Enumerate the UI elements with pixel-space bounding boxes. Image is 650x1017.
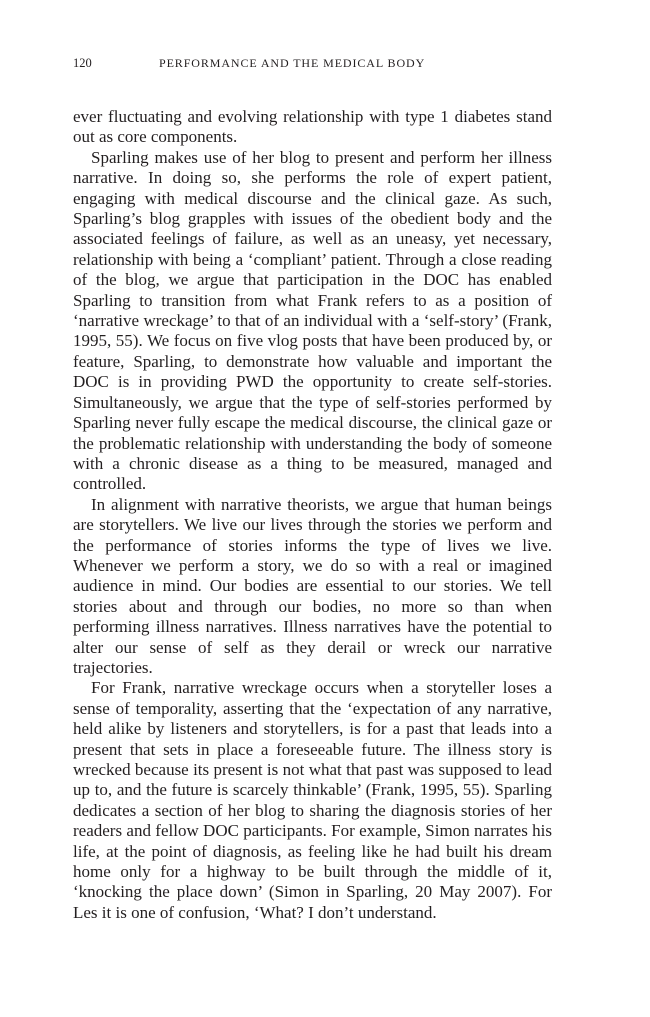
running-head [73,55,552,71]
paragraph: For Frank, narrative wreckage occurs when a storyteller loses a sense of temporality, asserting that the ‘expectation of any narrative, held alike by listeners and storytellers, is for a past that leads into a present that sets in place a foreseeable future. The illness story is wrecked because its present is not what that past was supposed to lead up to, and the future is scarcely thinkable’ (Frank, 1995, 55). Sparling dedicates a section of her blog to sharing the diagnosis stories of her readers and fellow DOC participants. For example, Simon narrates his life, at the point of diagnosis, as feeling like he had built his dream home only for a highway to be built through the middle of it, ‘knocking the place down’ (Simon in Sparling, 20 May 2007). For Les it is one of confusion, ‘What? I don’t understand. [73,678,552,922]
running-title: PERFORMANCE AND THE MEDICAL BODY [159,56,426,70]
paragraph: Sparling makes use of her blog to present and perform her illness narrative. In doing so, she performs the role of expert patient, engaging with medical discourse and the clinical gaze. As such, Sparling’s blog grapples with issues of the obedient body and the associated feelings of failure, as well as an uneasy, yet necessary, relationship with being a ‘compliant’ patient. Through a close reading of the blog, we argue that participation in the DOC has enabled Sparling to transition from what Frank refers to as a position of ‘narrative wreckage’ to that of an individual with a ‘self-story’ (Frank, 1995, 55). We focus on five vlog posts that have been produced by, or feature, Sparling, to demonstrate how valuable and important the DOC is in providing PWD the opportunity to create self-stories. Simultaneously, we argue that the type of self-stories performed by Sparling never fully escape the medical discourse, the clinical gaze or the problematic relationship with understanding the body of someone with a chronic disease as a thing to be measured, managed and controlled. [73,147,552,494]
body-text [73,107,552,923]
page-number: 120 [73,56,92,70]
paragraph-continued: ever fluctuating and evolving relationship with type 1 diabetes stand out as core components. [73,107,552,147]
paragraph: In alignment with narrative theorists, we argue that human beings are storytellers. We live our lives through the stories we perform and the performance of stories informs the type of lives we live. Whenever we perform a story, we do so with a real or imagined audience in mind. Our bodies are essential to our stories. We tell stories about and through our bodies, no more so than when performing illness narratives. Illness narratives have the potential to alter our sense of self as they derail or wreck our narrative trajectories. [73,494,552,677]
